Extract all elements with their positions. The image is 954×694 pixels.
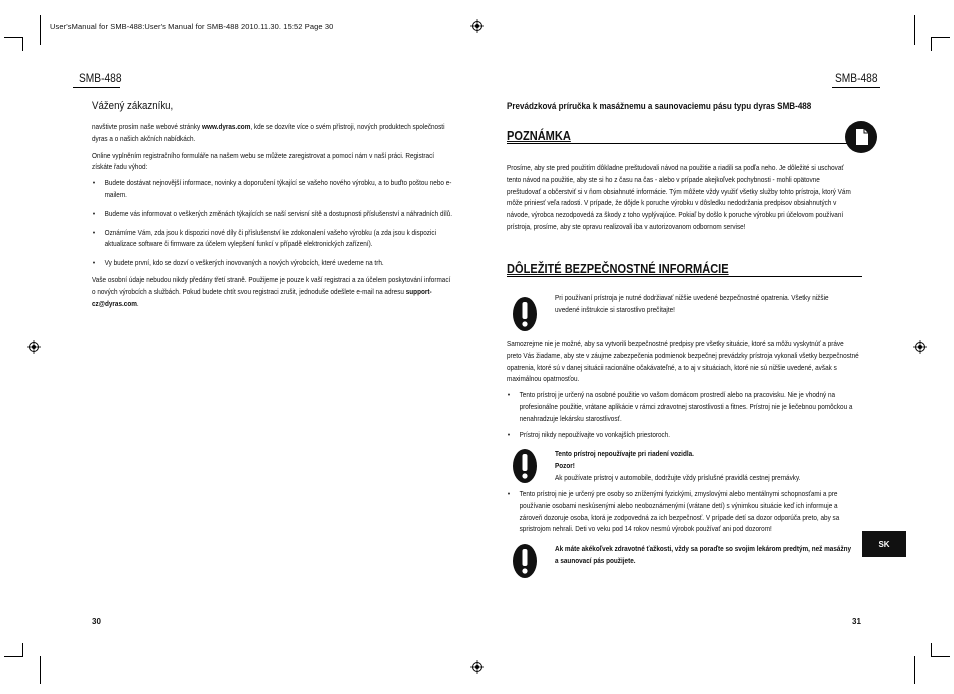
crop-mark: [914, 656, 915, 684]
crop-mark: [4, 37, 22, 38]
file-header: User'sManual for SMB-488:User's Manual for SMB-488 2010.11.30. 15:52 Page 30: [50, 22, 334, 31]
left-header-rule: [73, 87, 120, 88]
left-p2: Online vyplněním registračního formuláře na našem webu se můžete zaregistrovat a pomocí nám v naší práci. Registrací získáte řadu výhod:: [92, 151, 435, 172]
warning-text-3: Ak máte akékoľvek zdravotné ťažkosti, vždy sa poraďte so svojim lekárom predtým, než masážny a saunovací pás použijete.: [555, 545, 852, 565]
warning-icon: [512, 296, 538, 332]
registration-mark: [913, 340, 927, 354]
list-item: • Tento prístroj je určený na osobné použitie vo vašom domácom prostredí alebo na pracovisku. Nie je vhodný na profesionálne použitie, vrátane aplikácie v rámci zdravotnej starostlivosti a fitnes. Prístroj nie je liečebnou pomôckou a nenahradzuje lekársku starostlivosť.: [507, 391, 853, 423]
list-item: • Vy budete první, kdo se dozví o veškerých inovovaných a nových výrobcích, které uvedeme na trh.: [92, 259, 384, 268]
safety-paragraph: Samozrejme nie je možné, aby sa vytvorili bezpečnostné predpisy pre všetky situácie, ktoré sa môžu vyskytnúť a práve preto Vás žiadame, aby ste v záujme zabezpečenia podmienok bezpečnej prevádzky prístroja vykonali všetky bezpečnostné opatrenia, ktoré sú v danej situácii racionálne očakávateľné, a to aj v situáciach, ktoré nie sú nižšie uvedené, avšak s maximálnou opatrnosťou.: [507, 340, 859, 384]
warning-icon: [512, 448, 538, 484]
crop-mark: [914, 15, 915, 45]
section-note-heading: POZNÁMKA: [507, 128, 571, 143]
note-text: Prosíme, aby ste pred použitím dôkladne preštudovali návod na použitie a riadili sa podľa neho. Je dôležité si uschovať tento návod na použitie, aby ste si ho z času na čas - alebo v prípade akejkoľvek pochybnosti - mohli opätovne preštudovať a občerstviť si v ňom obsiahnuté informácie. Tým môžete vždy využiť všetky služby tohto prístroja, ktorý Vám môže priniesť veľa radosti. V prípade, že dôjde k poruche výrobku v dôsledku nedodržania predpisov obsiahnutých v návode, výrobca nezodpovedá za škody z toho vyplývajúce. Pokiaľ by došlo k poruche výrobku pri účelovom používaní prístroja, prosíme, aby ste opravu realizovali iba v autorizovanom odbornom servise!: [507, 164, 851, 231]
warning-icon: [512, 543, 538, 579]
safety-list: [507, 390, 860, 442]
list-item: • Oznámíme Vám, zda jsou k dispozici nové díly či příslušenství ke zdokonalení vašeho výrobku (a zda jsou k dispozici aktualizace software či firmware za účelem vylepšení funkcí v případě elektronických zařízení).: [92, 228, 437, 249]
crop-mark: [931, 37, 932, 51]
left-p3: Vaše osobní údaje nebudou nikdy předány třetí straně. Použijeme je pouze k vaší registraci a za účelem poskytování informací o nových výrobcích a službách. Pokud budete chtít svou registraci zrušit, jednoduše odešlete e-mail na adresu support-cz@dyras.com.: [92, 275, 451, 308]
support-email-link[interactable]: support-cz@dyras.com: [92, 287, 432, 308]
section-safety-rule: [507, 276, 862, 277]
right-page-number: 31: [852, 617, 861, 626]
crop-mark: [4, 656, 22, 657]
crop-mark: [931, 643, 932, 657]
safety-list-2: [507, 489, 860, 536]
left-body: [92, 122, 452, 310]
list-item: • Tento prístroj nie je určený pre osoby so zníženými fyzickými, zmyslovými alebo mentálnymi schopnosťami a pre používanie osobami neskúsenými alebo neoboznámenými (vrátane detí) s výnimkou situácie keď ich informuje a zároveň dozoruje osoba, ktorá je zodpovedná za ich bezpečnosť. V prípade detí sa dozor odporúča preto, aby sa spristrojom nehrali. Deti vo veku pod 14 rokov nesmú výrobok používať ani pod dozorom!: [507, 490, 840, 534]
crop-mark: [40, 15, 41, 45]
right-title: Prevádzková príručka k masážnemu a saunovaciemu pásu typu dyras SMB-488: [507, 101, 812, 112]
left-model-label: SMB-488: [79, 71, 122, 85]
crop-mark: [22, 37, 23, 51]
language-tab: SK: [862, 531, 906, 557]
right-header-rule: [832, 87, 880, 88]
list-item: • Prístroj nikdy nepoužívajte vo vonkajších priestoroch.: [507, 431, 671, 440]
registration-mark: [470, 660, 484, 674]
section-safety-heading: DÔLEŽITÉ BEZPEČNOSTNÉ INFORMÁCIE: [507, 261, 729, 276]
section-note-rule: [507, 143, 862, 144]
crop-mark: [932, 656, 950, 657]
crop-mark: [932, 37, 950, 38]
right-model-label: SMB-488: [835, 71, 878, 85]
registration-mark: [470, 19, 484, 33]
registration-mark: [27, 340, 41, 354]
crop-mark: [40, 656, 41, 684]
list-item: • Budete dostávat nejnovější informace, novinky a doporučení týkající se vašeho nového výrobku, a to buďto poštou nebo e-mailem.: [92, 179, 452, 199]
note-icon: [844, 120, 878, 154]
warning-text-1: Pri používaní prístroja je nutné dodržiavať nižšie uvedené bezpečnostné opatrenia. Všetky nižšie uvedené inštrukcie si starostlivo prečítajte!: [555, 294, 829, 314]
list-item: • Budeme vás informovat o veškerých změnách týkajících se naší servisní sítě a dostupnosti příslušenství a náhradních dílů.: [92, 209, 453, 218]
warning-text-2: Tento prístroj nepoužívajte pri riadení vozidla. Pozor! Ak používate prístroj v automobile, dodržujte vždy príslušné pravidlá cestnej premávky.: [555, 450, 801, 482]
website-link[interactable]: www.dyras.com: [202, 123, 251, 131]
left-p1: navštivte prosím naše webové stránky www.dyras.com, kde se dozvíte více o svém přístroji, nových produktech společnosti dyras a o našich akčních nabídkách.: [92, 123, 445, 143]
crop-mark: [22, 643, 23, 657]
left-greeting: Vážený zákazníku,: [92, 100, 174, 112]
left-page-number: 30: [92, 617, 101, 626]
